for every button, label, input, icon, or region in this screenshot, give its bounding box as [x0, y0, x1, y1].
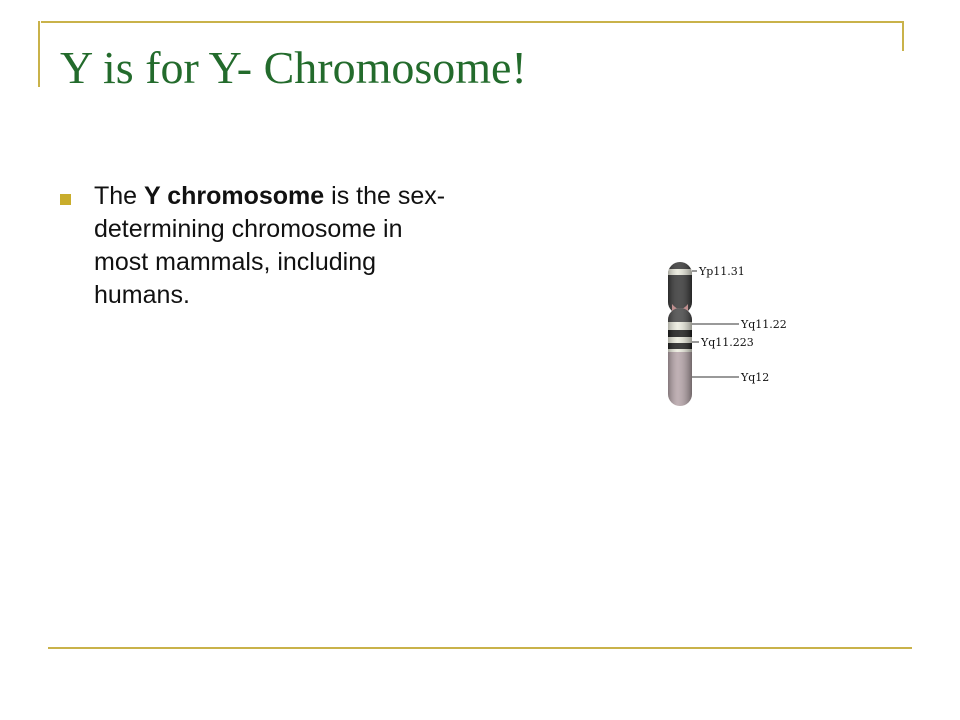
y-chromosome-figure	[662, 258, 797, 410]
chromosome-q-arm	[668, 308, 692, 406]
frame-rule-top	[41, 21, 904, 23]
bullet-text-end: is the sex-determining chromosome in most mammals, including humans.	[94, 182, 446, 309]
band-label-yp11-31: Yp11.31	[699, 265, 745, 278]
y-chromosome-diagram	[662, 258, 797, 410]
frame-rule-right	[902, 21, 904, 51]
band-label-yq12: Yq12	[741, 371, 770, 384]
slide-title: Y is for Y- Chromosome!	[60, 42, 527, 93]
bullet-text-start: The	[94, 182, 145, 210]
square-bullet-icon	[60, 194, 71, 205]
band-label-yq11-22: Yq11.22	[741, 318, 787, 331]
bullet-text	[94, 180, 460, 312]
band-label-yq11-223: Yq11.223	[701, 336, 754, 349]
bullet-list	[60, 180, 460, 312]
bullet-bold-term: Y chromosome	[144, 182, 325, 210]
frame-rule-left	[38, 21, 40, 87]
frame-rule-bottom	[48, 647, 912, 649]
bullet-item	[60, 180, 460, 312]
chromosome-p-arm	[668, 262, 692, 314]
